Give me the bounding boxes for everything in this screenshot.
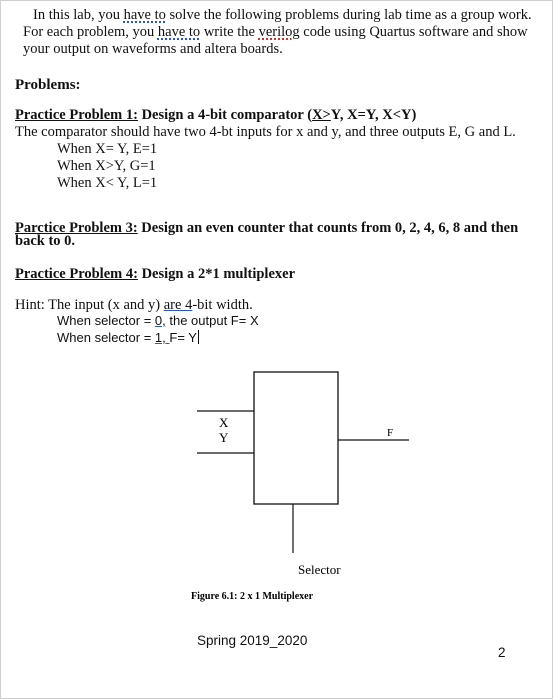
- hint-line-1: Hint: The input (x and y) are 4-bit width.: [15, 297, 253, 313]
- footer-term: Spring 2019_2020: [197, 633, 308, 648]
- intro-line-2: For each problem, you have to write the verilog code using Quartus software and show: [23, 24, 528, 40]
- problem-1-description: The comparator should have two 4-bt inputs for x and y, and three outputs E, G and L.: [15, 124, 516, 140]
- problem-4-title: Practice Problem 4: Design a 2*1 multiplexer: [15, 266, 296, 282]
- hint-line-3: When selector = 1, F= Y: [57, 330, 197, 345]
- selector-label: Selector: [298, 562, 341, 577]
- figure-caption: Figure 6.1: 2 x 1 Multiplexer: [191, 591, 314, 602]
- problem-3-title: Parctice Problem 3: Design an even counter that counts from 0, 2, 4, 6, 8 and then: [15, 220, 519, 236]
- text-cursor: [198, 330, 199, 344]
- input-y-label: Y: [219, 430, 229, 445]
- problem-1-case-less: When X< Y, L=1: [57, 175, 158, 191]
- hint-line-2: When selector = 0, the output F= X: [57, 313, 259, 328]
- intro-line-3: your output on waveforms and altera boards.: [23, 41, 283, 57]
- page-number: 2: [498, 645, 506, 660]
- problem-1-case-greater: When X>Y, G=1: [57, 158, 156, 174]
- output-f-label: F: [387, 427, 394, 439]
- problems-heading: Problems:: [15, 77, 81, 93]
- problem-1-case-equal: When X= Y, E=1: [57, 141, 158, 157]
- problem-3-title-cont: back to 0.: [15, 233, 76, 249]
- multiplexer-diagram: [1, 361, 554, 611]
- mux-block: [254, 372, 338, 504]
- problem-1-title: Practice Problem 1: Design a 4-bit comparator (X>Y, X=Y, X<Y): [15, 107, 417, 123]
- intro-line-1: In this lab, you have to solve the following problems during lab time as a group work.: [33, 7, 532, 23]
- input-x-label: X: [219, 415, 229, 430]
